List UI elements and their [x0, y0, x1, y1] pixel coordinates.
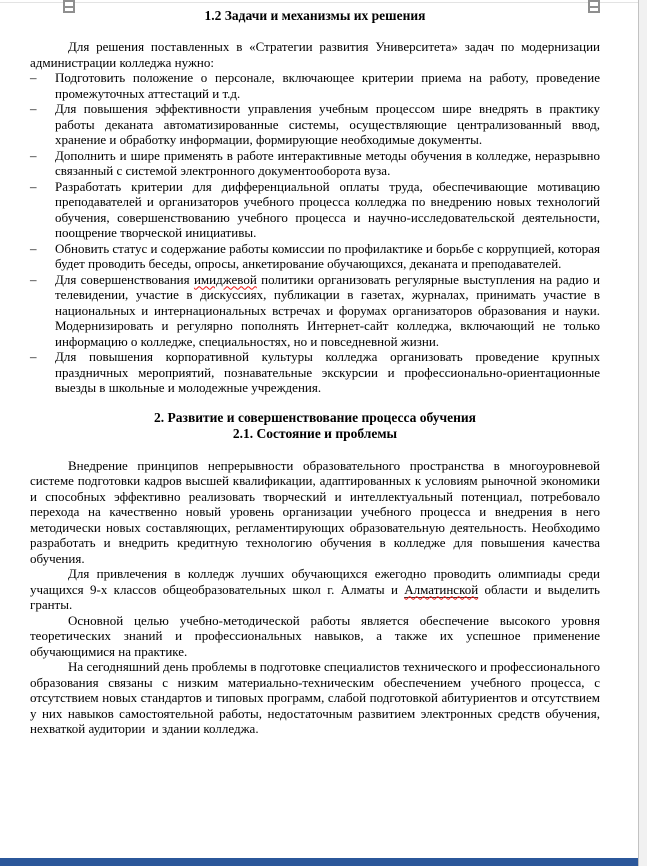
text-run: Для повышения эффективности управления учебным процессом шире внедрять в практику работы деканата автоматизированные системы, осуществляющие централизованный ввод, хранение и обработку информации, формирующие необходимые документы.: [55, 101, 600, 147]
dash-marker: –: [30, 70, 37, 85]
paragraph: [30, 566, 604, 613]
list-item-text: [55, 101, 600, 148]
text-run: политики организовать регулярные выступления на радио и телевидении, участие в дискуссиях, публикации в газетах, журналах, принимать участие в национальных и интернациональных встречах и форумах организаторов образования и науки. Модернизировать и регулярно пополнять Интернет-сайт колледжа, включающий не только информацию о колледже, специальностях, но и повседневной жизни.: [55, 271, 600, 349]
section-paragraphs: [30, 457, 604, 737]
vertical-scrollbar[interactable]: [638, 0, 647, 866]
list-item: [30, 148, 600, 179]
dash-marker: –: [30, 101, 37, 116]
text-run: Разработать критерии для дифференциальной оплаты труда, обеспечивающие мотивацию преподавателей и организаторов учебного процесса колледжа по внедрению новых технологий обучения, совершенствованию учебного процесса и научно-исследовательской деятельности, поощрение творческой инициативы.: [55, 178, 600, 240]
text-run: На сегодняшний день проблемы в подготовке специалистов технического и профессионального образования связаны с низким материально-техническим обеспечением учебного процесса, с отсутствием новых стандартов и типовых программ, слабой подготовкой абитуриентов и отсутствием у них навыков самостоятельной работы, недостаточным развитием электронных средств обучения, нехваткой аудитории и здании колледжа.: [30, 659, 604, 736]
text-run: Для совершенствования: [55, 271, 194, 287]
misspelled-word: имиджевой: [193, 271, 257, 287]
section-1-2-heading: 1.2 Задачи и механизмы их решения: [204, 8, 426, 23]
list-item-text: [55, 148, 600, 179]
list-item-text: [55, 272, 600, 350]
document-text-area[interactable]: [30, 6, 604, 737]
list-item-text: [55, 70, 600, 101]
text-run: Внедрение принципов непрерывности образовательного пространства в многоуровневой системе подготовки кадров высшей квалификации, адаптированных к условиям рыночной экономики и способных эффективно реализовать творческий и интеллектуальный потенциал, потребовало перехода на качественно новый уровень организации учебного процесса и внедрения в него методически новых составляющих, регламентирующих образовательную деятельность. Необходимо разработать и внедрить кредитную технологию обучения в колледже для повышения качества обучения.: [30, 457, 604, 566]
text-run: области и выделить гранты.: [30, 581, 604, 612]
paragraph: [30, 612, 604, 660]
text-run: Подготовить положение о персонале, включающее критерии приема на работу, проведение промежуточных аттестаций и т.д.: [55, 70, 600, 101]
list-item: [30, 349, 600, 396]
list-item: [30, 179, 600, 241]
list-item: [30, 241, 600, 272]
dash-marker: –: [30, 349, 37, 364]
list-item-text: [55, 349, 600, 396]
text-run: Для повышения корпоративной культуры колледжа организовать проведение крупных праздничных мероприятий, познавательные экскурсии и профессионально-ориентационные выезды в школьные и молодежные учреждения.: [55, 349, 600, 395]
status-bar: [0, 858, 638, 866]
list-item: [30, 101, 600, 148]
list-item-text: [55, 179, 600, 241]
dash-list: [30, 70, 600, 396]
dash-marker: –: [30, 147, 37, 163]
list-item-text: [55, 241, 600, 272]
text-run: Дополнить и шире применять в работе интерактивные методы обучения в колледже, неразрывно связанный с системой электронного документооборота вуза.: [55, 147, 600, 178]
intro-paragraph: Для решения поставленных в «Стратегии развития Университета» задач по модернизации администрации колледжа нужно:: [30, 39, 600, 70]
page-top-edge-line: [0, 2, 638, 3]
section-2-1-heading: 2.1. Состояние и проблемы: [232, 425, 398, 441]
list-item: [30, 272, 600, 350]
paragraph: [30, 659, 604, 737]
dash-marker: –: [30, 178, 37, 194]
dash-marker: –: [30, 240, 37, 256]
list-item: [30, 70, 600, 101]
paragraph: [30, 457, 604, 567]
section-2-heading: 2. Развитие и совершенствование процесса обучения: [154, 409, 476, 425]
text-run: Основной целью учебно-методической работы является обеспечение высокого уровня теоретических знаний и профессиональных навыков, а также их успешное применение обучающимися на практике.: [30, 612, 604, 659]
dash-marker: –: [30, 271, 37, 287]
misspelled-word: Алматинской: [404, 581, 479, 597]
text-run: Для привлечения в колледж лучших обучающихся ежегодно проводить олимпиады среди учащихся 9-х классов общеобразовательных школ г. Алматы и: [30, 566, 604, 597]
text-run: Обновить статус и содержание работы комиссии по профилактике и борьбе с коррупцией, которая будет проводить беседы, опросы, анкетирование обучающихся, деканата и преподавателей.: [55, 240, 600, 271]
